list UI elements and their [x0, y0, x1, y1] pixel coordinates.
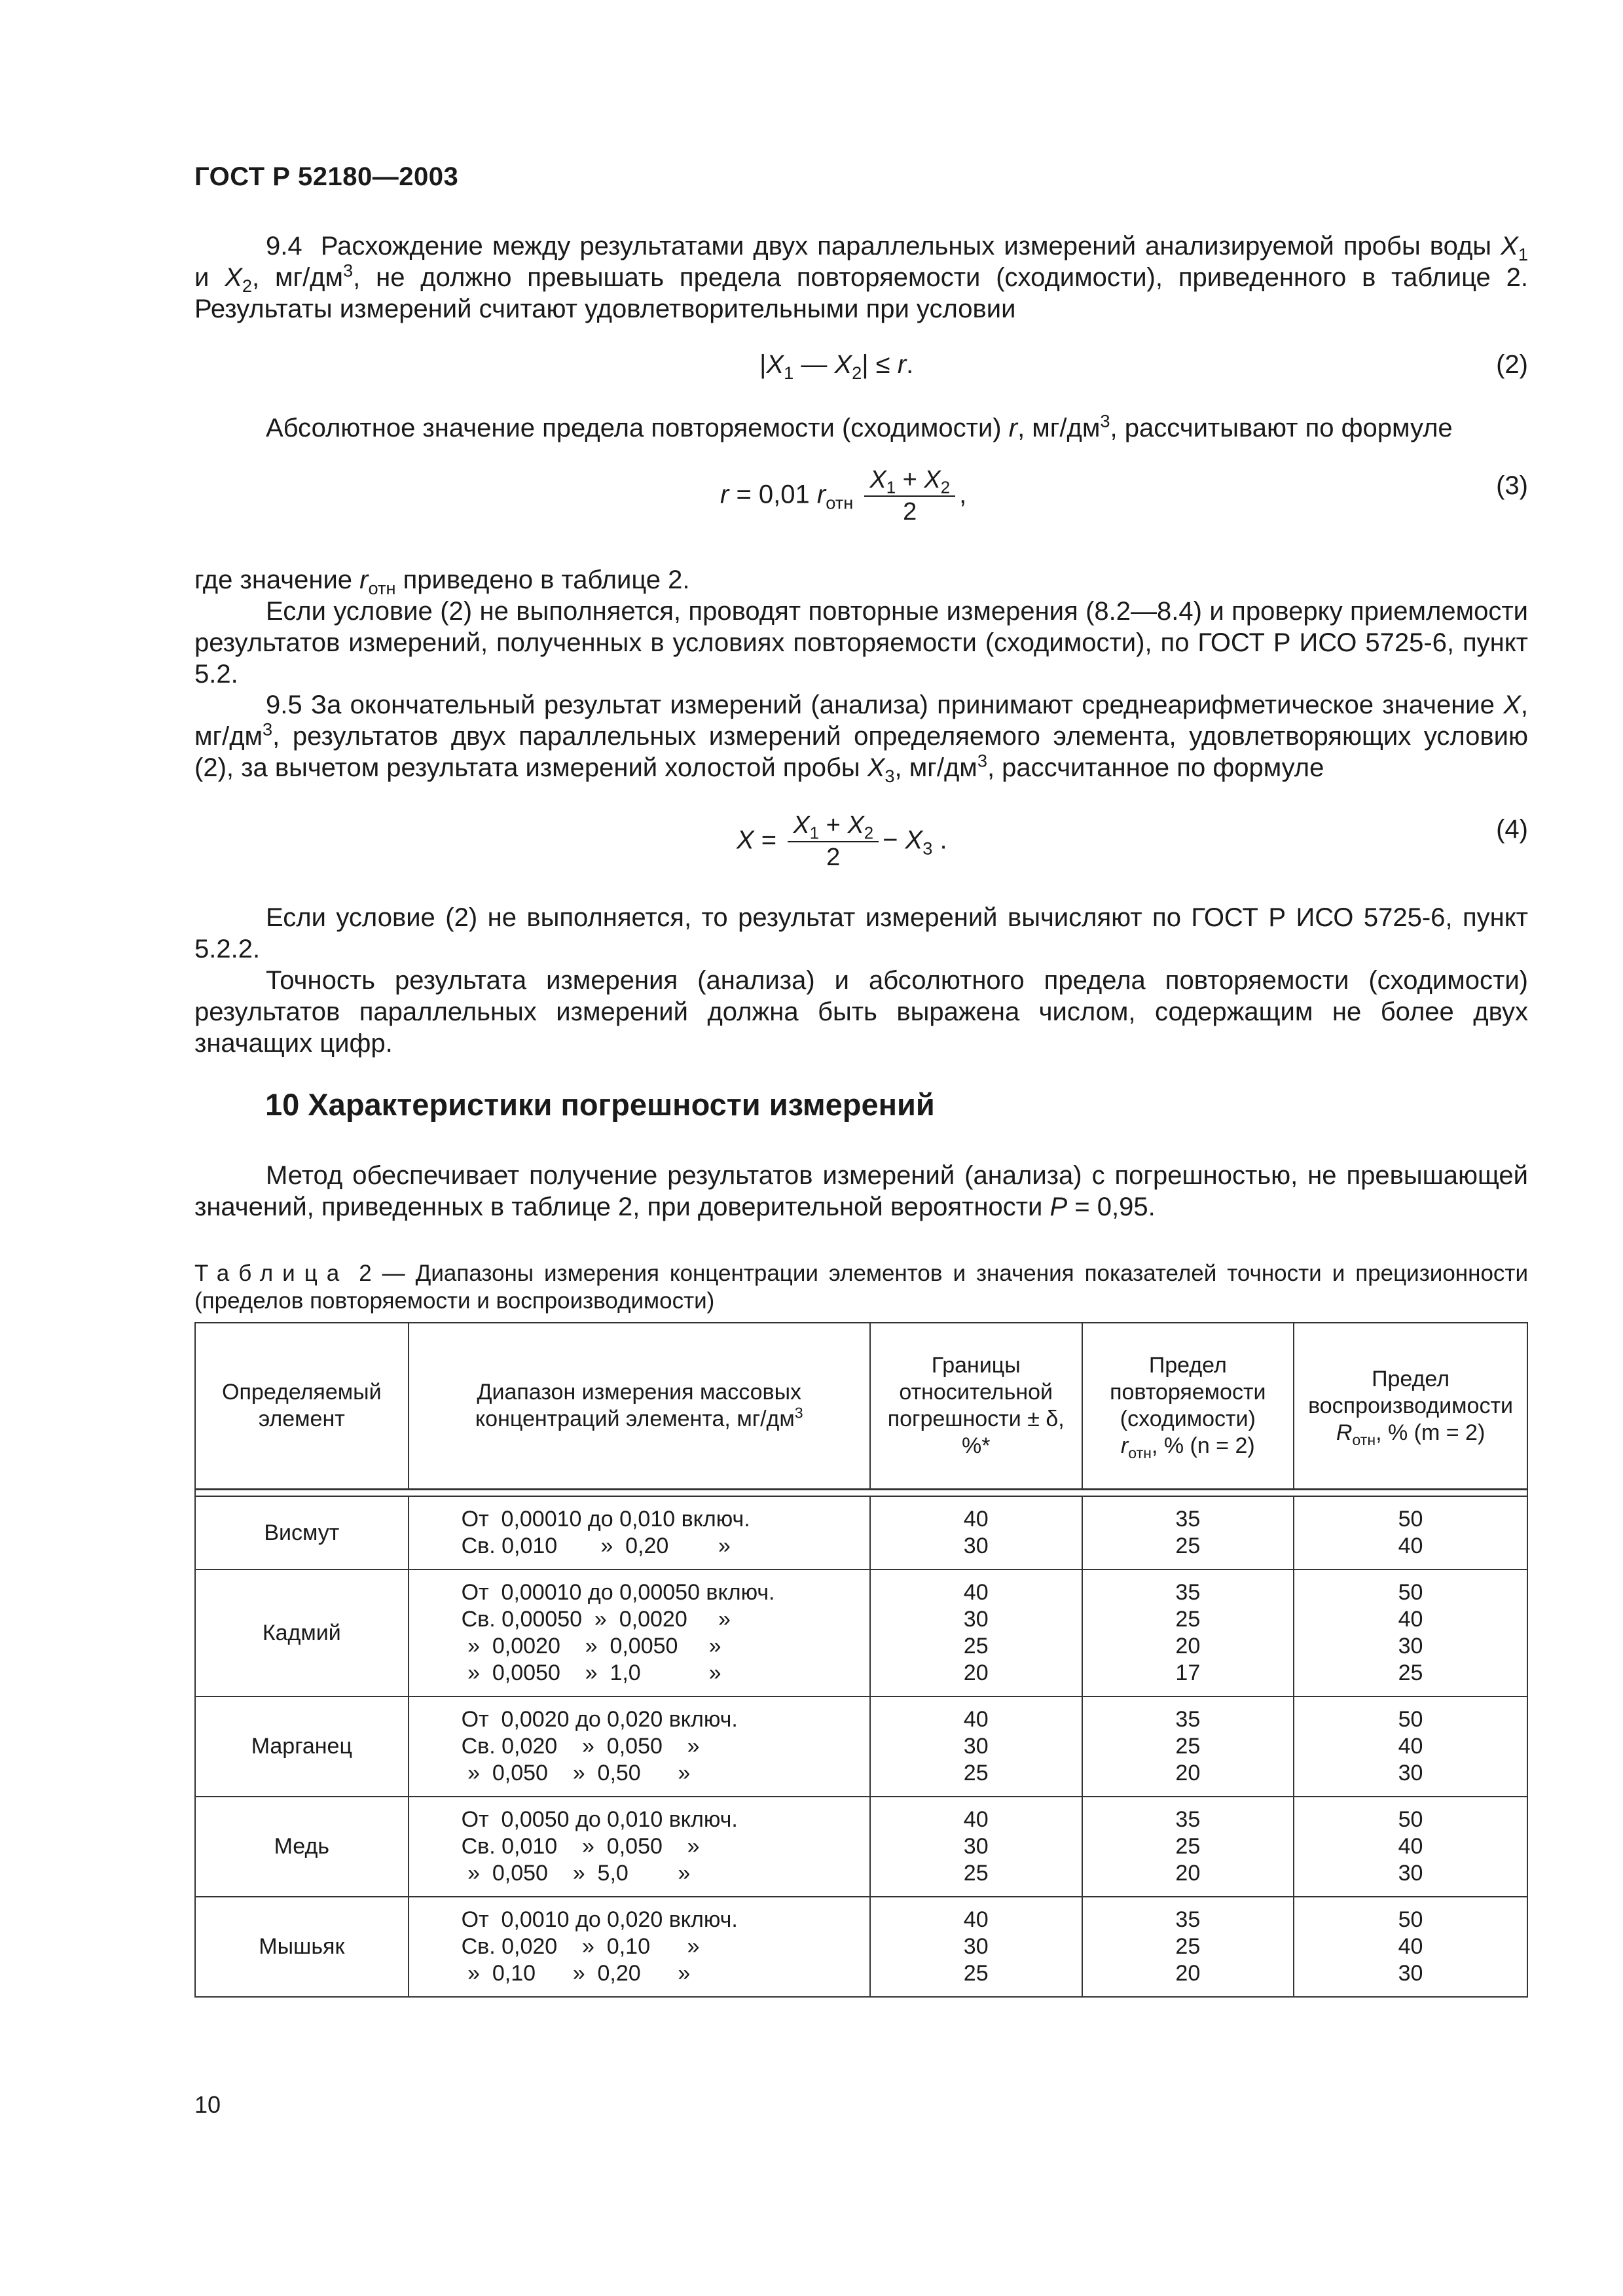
cell-element: Висмут — [195, 1496, 409, 1570]
cell-line: » 0,10 » 0,20 » — [461, 1961, 691, 1986]
cell-error — [870, 1696, 1082, 1797]
cell-line: 40 — [1398, 1734, 1423, 1759]
cell-line: 25 — [1398, 1660, 1423, 1685]
header-error: Границы относительной погрешности ± δ, %* — [870, 1323, 1082, 1490]
header-element: Определяемый элемент — [195, 1323, 409, 1490]
fraction: $\frac{X_1 + X_2}{2}$ — [788, 812, 879, 872]
cell-line: 35 — [1175, 1907, 1201, 1932]
cell-line: 50 — [1398, 1907, 1423, 1932]
cell-line: 40 — [963, 1507, 989, 1532]
equation-number-4: (4) — [1496, 815, 1528, 844]
cell-line: 40 — [1398, 1607, 1423, 1632]
cell-line: 25 — [1175, 1534, 1201, 1558]
cell-line: 50 — [1398, 1707, 1423, 1732]
cell-line: 30 — [1398, 1761, 1423, 1785]
cell-reproducibility — [1294, 1897, 1527, 1997]
equation-number-3: (3) — [1496, 471, 1528, 500]
cell-line: 20 — [1175, 1634, 1201, 1659]
cell-reproducibility — [1294, 1797, 1527, 1897]
table-row — [195, 1897, 1527, 1997]
cell-line: 40 — [963, 1707, 989, 1732]
table-row — [195, 1696, 1527, 1797]
table-row — [195, 1797, 1527, 1897]
cell-line: 35 — [1175, 1580, 1201, 1605]
cell-line: » 0,050 » 5,0 » — [461, 1861, 691, 1886]
cell-reproducibility — [1294, 1696, 1527, 1797]
paragraph-repeat-measurements: Если условие (2) не выполняется, проводят повторные измерения (8.2—8.4) и проверку приемлемости результатов измерений, полученных в условиях повторяемости (сходимости), по ГОСТ Р ИСО 5725-6, пункт 5.2. — [194, 597, 1528, 689]
formula-2: $|X_1$ — $X_2| \le r$. — [759, 350, 914, 383]
cell-line: От 0,0010 до 0,020 включ. — [461, 1907, 738, 1932]
cell-repeatability — [1082, 1496, 1294, 1570]
equation-number-2: (2) — [1496, 350, 1528, 379]
header-range: Диапазон измерения массовых концентраций элемента, $мг/дм^3$ — [409, 1323, 870, 1490]
table-row — [195, 1496, 1527, 1570]
cell-error — [870, 1897, 1082, 1997]
cell-line: 50 — [1398, 1580, 1423, 1605]
cell-range — [409, 1696, 870, 1797]
cell-line: 30 — [1398, 1961, 1423, 1986]
cell-error — [870, 1496, 1082, 1570]
cell-line: 20 — [963, 1660, 989, 1685]
cell-line: 40 — [1398, 1934, 1423, 1959]
document-header: ГОСТ Р 52180—2003 — [194, 162, 459, 191]
cell-line: 30 — [1398, 1861, 1423, 1886]
cell-element: Кадмий — [195, 1570, 409, 1696]
cell-line: 35 — [1175, 1707, 1201, 1732]
cell-line: 40 — [1398, 1834, 1423, 1859]
cell-range — [409, 1897, 870, 1997]
paragraph-abs-value: Абсолютное значение предела повторяемости (сходимости) r, $мг/дм^3$, рассчитывают по формуле — [266, 410, 1453, 442]
cell-line: Св. 0,020 » 0,050 » — [461, 1734, 700, 1759]
paragraph-after-formula-4: Если условие (2) не выполняется, то результат измерений вычисляют по ГОСТ Р ИСО 5725-6, пункт 5.2.2. Точность результата измерения (анализа) и абсолютного предела повторяемости (сходимости) результатов параллельных измерений должна быть выражена числом, содержащим не более двух значащих цифр. — [194, 903, 1528, 1058]
table-caption: Таблица 2 — Диапазоны измерения концентрации элементов и значения показателей точности и прецизионности (пределов повторяемости и воспроизводимости) — [194, 1261, 1528, 1314]
cell-reproducibility — [1294, 1496, 1527, 1570]
cell-line: 25 — [963, 1761, 989, 1785]
cell-line: 40 — [963, 1807, 989, 1832]
cell-element: Марганец — [195, 1696, 409, 1797]
formula-4: X = $\frac{X_1 + X_2}{2}$ − $X_3$ . — [737, 812, 947, 871]
cell-repeatability — [1082, 1897, 1294, 1997]
cell-line: 20 — [1175, 1861, 1201, 1886]
cell-line: От 0,0050 до 0,010 включ. — [461, 1807, 738, 1832]
cell-range — [409, 1570, 870, 1696]
cell-line: » 0,0020 » 0,0050 » — [461, 1634, 721, 1659]
cell-line: От 0,0020 до 0,020 включ. — [461, 1707, 738, 1732]
table-row — [195, 1570, 1527, 1696]
paragraph-accuracy: Точность результата измерения (анализа) и абсолютного предела повторяемости (сходимости) результатов параллельных измерений должна быть выражена числом, содержащим не более двух значащих цифр. — [194, 966, 1528, 1058]
cell-line: От 0,00010 до 0,010 включ. — [461, 1507, 750, 1532]
section-10-title: 10 Характеристики погрешности измерений — [265, 1087, 935, 1122]
cell-line: 25 — [1175, 1934, 1201, 1959]
cell-line: 50 — [1398, 1507, 1423, 1532]
cell-line: » 0,0050 » 1,0 » — [461, 1660, 721, 1685]
cell-range — [409, 1496, 870, 1570]
cell-line: 30 — [963, 1734, 989, 1759]
cell-repeatability — [1082, 1570, 1294, 1696]
formula-3: r = 0,01 $r_{отн}$ $\frac{X_1 + X_2}{2}$ , — [720, 466, 967, 526]
cell-line: 25 — [963, 1861, 989, 1886]
cell-line: 25 — [963, 1961, 989, 1986]
table-header-row — [195, 1323, 1527, 1490]
page-number: 10 — [194, 2091, 221, 2118]
cell-line: 35 — [1175, 1507, 1201, 1532]
cell-line: 40 — [1398, 1534, 1423, 1558]
paragraph-where: где значение $r_{отн}$ приведено в таблице 2. Если условие (2) не выполняется, проводят повторные измерения (8.2—8.4) и проверку приемлемости результатов измерений, полученных в условиях повторяемости (сходимости), по ГОСТ Р ИСО 5725-6, пункт 5.2. — [194, 565, 1528, 689]
cell-line: 50 — [1398, 1807, 1423, 1832]
cell-line: 25 — [1175, 1607, 1201, 1632]
cell-line: 40 — [963, 1580, 989, 1605]
paragraph-9-4: 9.4 Расхождение между результатами двух параллельных измерений анализируемой пробы воды $X_1$ и $X_2$, $мг/дм^3$, не должно превышать предела повторяемости (сходимости), приведенного в таблице 2. Результаты измерений считают удовлетворительными при условии — [194, 232, 1528, 323]
table-2 — [194, 1322, 1528, 1998]
cell-line: Св. 0,010 » 0,20 » — [461, 1534, 731, 1558]
cell-line: Св. 0,00050 » 0,0020 » — [461, 1607, 731, 1632]
cell-range — [409, 1797, 870, 1897]
cell-element: Медь — [195, 1797, 409, 1897]
paragraph-9-5: 9.5 За окончательный результат измерений (анализа) принимают среднеарифметическое значение X, $мг/дм^3$, результатов двух параллельных измерений определяемого элемента, удовлетворяющих условию (2), за вычетом результата измерений холостой пробы $X_3$, $мг/дм^3$, рассчитанное по формуле — [194, 691, 1528, 786]
cell-line: 20 — [1175, 1961, 1201, 1986]
cell-line: Св. 0,010 » 0,050 » — [461, 1834, 700, 1859]
cell-line: 30 — [963, 1534, 989, 1558]
cell-error — [870, 1797, 1082, 1897]
cell-line: 25 — [963, 1634, 989, 1659]
cell-repeatability — [1082, 1696, 1294, 1797]
cell-repeatability — [1082, 1797, 1294, 1897]
cell-reproducibility — [1294, 1570, 1527, 1696]
cell-line: 30 — [963, 1607, 989, 1632]
header-reproducibility: Предел воспроизводимости $R_{отн}$, % (m = 2) — [1294, 1323, 1527, 1490]
cell-line: 25 — [1175, 1834, 1201, 1859]
cell-line: » 0,050 » 0,50 » — [461, 1761, 691, 1785]
cell-line: 30 — [963, 1834, 989, 1859]
cell-line: 25 — [1175, 1734, 1201, 1759]
cell-line: Св. 0,020 » 0,10 » — [461, 1934, 700, 1959]
cell-line: 35 — [1175, 1807, 1201, 1832]
cell-line: 40 — [963, 1907, 989, 1932]
paragraph-method: Метод обеспечивает получение результатов измерений (анализа) с погрешностью, не превышающей значений, приведенных в таблице 2, при доверительной вероятности P = 0,95. — [194, 1161, 1528, 1221]
cell-line: 30 — [963, 1934, 989, 1959]
cell-line: От 0,00010 до 0,00050 включ. — [461, 1580, 775, 1605]
cell-line: 17 — [1175, 1660, 1201, 1685]
cell-line: 30 — [1398, 1634, 1423, 1659]
header-repeatability: Предел повторяемости (сходимости) $r_{отн}$, % (n = 2) — [1082, 1323, 1294, 1490]
cell-element: Мышьяк — [195, 1897, 409, 1997]
cell-error — [870, 1570, 1082, 1696]
fraction: $\frac{X_1 + X_2}{2}$ — [864, 466, 955, 526]
cell-line: 20 — [1175, 1761, 1201, 1785]
